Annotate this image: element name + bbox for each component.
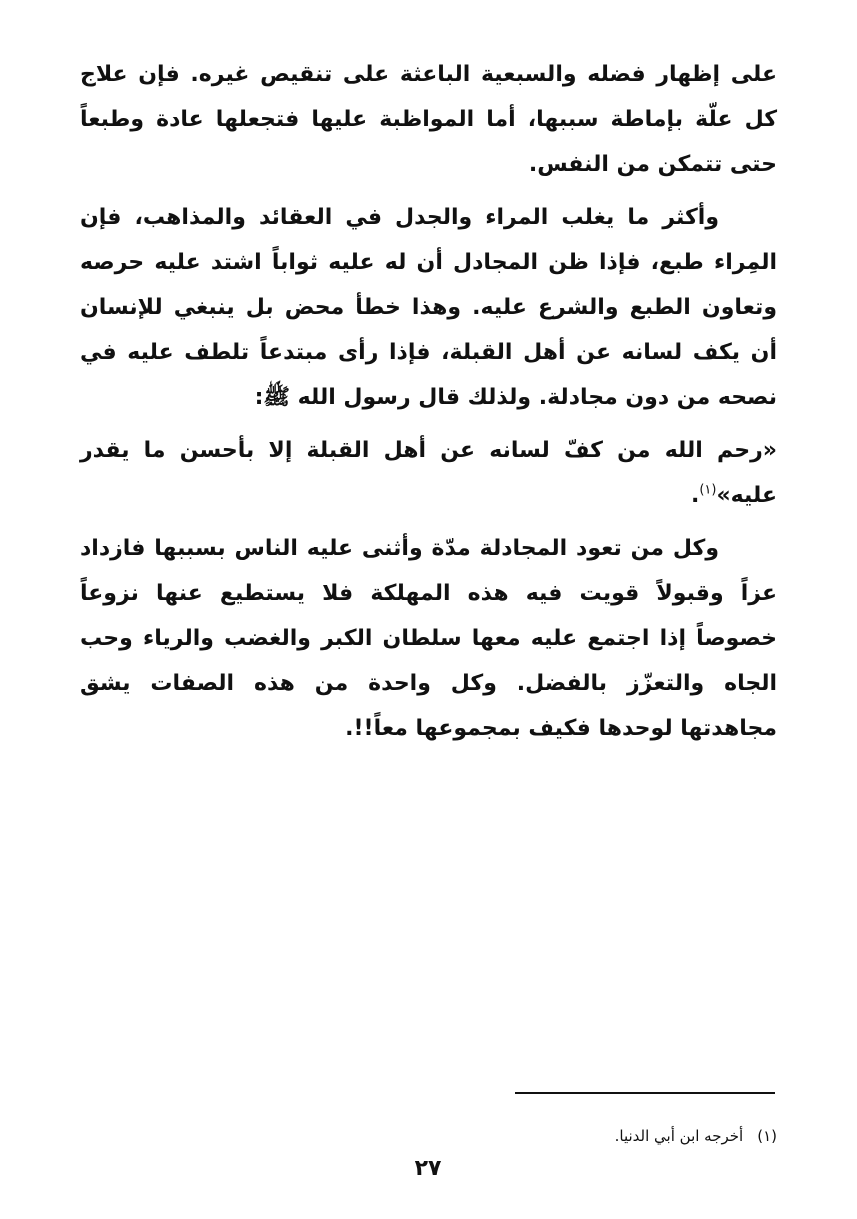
footnote bbox=[440, 1124, 777, 1148]
footnote-divider bbox=[515, 1092, 775, 1094]
page-number: ٢٧ bbox=[414, 1156, 442, 1181]
paragraph-1: على إظهار فضله والسبعية الباعثة على تنقيص غيره. فإن علاج كل علّة بإماطة سببها، أما المواظبة عليها فتجعلها عادة وطبعاً حتى تتمكن من النفس. bbox=[80, 62, 777, 177]
footnote-marker: (١) bbox=[757, 1127, 777, 1145]
hadith-end-punctuation: . bbox=[690, 483, 700, 508]
footnote-text: أخرجه ابن أبي الدنيا. bbox=[614, 1127, 744, 1145]
main-text bbox=[80, 52, 777, 759]
footnote-reference: (١) bbox=[699, 482, 717, 498]
hadith-text: «رحم الله من كفّ لسانه عن أهل القبلة إلا بأحسن ما يقدر عليه» bbox=[80, 438, 777, 508]
paragraph-3: وكل من تعود المجادلة مدّة وأثنى عليه الناس بسببها فازداد عزاً وقبولاً قويت فيه هذه المهلكة فلا يستطيع عنها نزوعاً خصوصاً إذا اجتمع عليه معها سلطان الكبر والغضب والرياء وحب الجاه والتعزّز بالفضل. وكل واحدة من هذه الصفات يشق مجاهدتها لوحدها فكيف بمجموعها معاً!!. bbox=[80, 536, 777, 741]
paragraph-2: وأكثر ما يغلب المراء والجدل في العقائد والمذاهب، فإن المِراء طبع، فإذا ظن المجادل أن له عليه ثواباً اشتد عليه حرصه وتعاون الطبع والشرع عليه. وهذا خطأ محض بل ينبغي للإنسان أن يكف لسانه عن أهل القبلة، فإذا رأى مبتدعاً تلطف عليه في نصحه من دون مجادلة. ولذلك قال رسول الله ﷺ: bbox=[80, 205, 777, 410]
hadith-quote bbox=[80, 428, 777, 518]
